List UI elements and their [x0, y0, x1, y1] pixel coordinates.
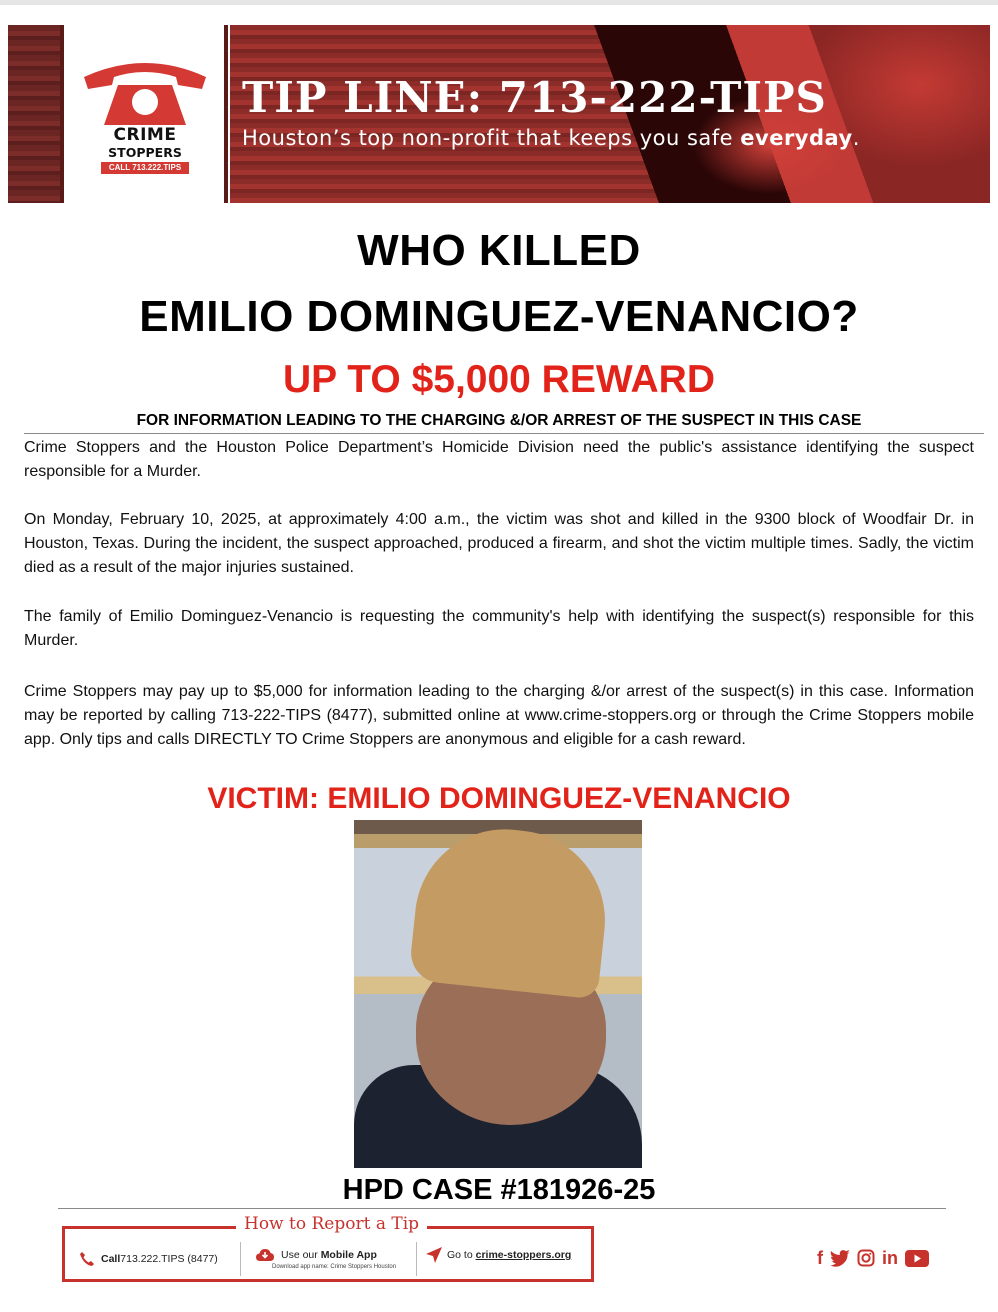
- subtitle-emphasis: everyday: [740, 126, 853, 150]
- photo-cap: [408, 821, 614, 1000]
- victim-title: VICTIM: EMILIO DOMINGUEZ-VENANCIO: [207, 782, 791, 815]
- cloud-download-icon: [256, 1248, 274, 1262]
- twitter-icon[interactable]: [830, 1250, 850, 1267]
- paragraph-incident: On Monday, February 10, 2025, at approximately 4:00 a.m., the victim was shot and killed in the 9300 block of Woodfair Dr. in Houston, Texas. During the incident, the suspect approached, produced a firearm, and shot the victim multiple times. Sadly, the victim died as a result of the major injuries sustained.: [24, 511, 974, 576]
- logo-call-badge: CALL 713.222.TIPS: [101, 162, 189, 174]
- headline-line-1: WHO KILLED: [357, 226, 641, 275]
- divider-rule: [24, 433, 984, 434]
- app-prefix: Use our: [281, 1249, 318, 1261]
- reward-amount: UP TO $5,000 REWARD: [282, 358, 716, 401]
- banner-divider: [224, 25, 228, 203]
- facebook-icon[interactable]: f: [817, 1248, 823, 1268]
- victim-photo: [354, 820, 642, 1168]
- tip-line-title: TIP LINE: 713-222-TIPS: [242, 73, 827, 122]
- report-tip-title: How to Report a Tip: [236, 1214, 427, 1234]
- paragraph-reward-info: Crime Stoppers may pay up to $5,000 for information leading to the charging &/or arrest of the suspect(s) in this case. Information may be reported by calling 713-222-TIPS (8477), submitted online at www.crime-stoppers.org or through the Crime Stoppers mobile app. Only tips and calls DIRECTLY TO Crime Stoppers are anonymous and eligible for a cash reward.: [24, 683, 974, 748]
- instagram-icon[interactable]: [857, 1249, 875, 1267]
- app-download-note: Download app name: Crime Stoppers Houston: [272, 1264, 397, 1270]
- navigation-arrow-icon: [426, 1247, 442, 1263]
- logo-crime-text: CRIME: [113, 125, 177, 145]
- website-tip[interactable]: [426, 1240, 571, 1270]
- crime-stoppers-logo: [66, 25, 224, 203]
- subtitle-period: .: [852, 126, 860, 150]
- call-tip-line[interactable]: [78, 1244, 218, 1274]
- footer-rule: [58, 1208, 946, 1209]
- tip-separator: [240, 1242, 241, 1276]
- banner-texture-strip: [8, 25, 60, 203]
- youtube-icon[interactable]: [905, 1250, 929, 1267]
- subtitle-text: Houston’s top non-profit that keeps you safe: [242, 126, 741, 150]
- social-icons: [817, 1246, 929, 1270]
- tip-line-banner: [8, 25, 990, 203]
- top-bar: [0, 0, 998, 5]
- case-number: HPD CASE #181926-25: [342, 1174, 656, 1206]
- paragraph-family: The family of Emilio Dominguez-Venancio is requesting the community's help with identifying the suspect(s) responsible for this Murder.: [24, 608, 974, 649]
- call-label: Call: [101, 1253, 121, 1265]
- headline-line-2: EMILIO DOMINGUEZ-VENANCIO?: [139, 292, 859, 341]
- banner-divider: [60, 25, 64, 203]
- reward-subhead: FOR INFORMATION LEADING TO THE CHARGING &/OR ARREST OF THE SUSPECT IN THIS CASE: [136, 412, 862, 429]
- phone-icon: [78, 1250, 96, 1268]
- logo-stoppers-text: STOPPERS: [108, 145, 182, 160]
- linkedin-icon[interactable]: in: [882, 1248, 898, 1268]
- banner-phone-photo: [230, 25, 990, 203]
- app-label: Mobile App: [320, 1249, 377, 1261]
- tip-line-subtitle: [242, 126, 860, 150]
- call-number: 713.222.TIPS (8477): [120, 1253, 218, 1265]
- website-link[interactable]: crime-stoppers.org: [475, 1249, 572, 1261]
- paragraph-intro: Crime Stoppers and the Houston Police Department’s Homicide Division need the public's assistance identifying the suspect responsible for a Murder.: [24, 439, 974, 480]
- tip-separator: [416, 1242, 417, 1276]
- web-prefix: Go to: [447, 1249, 473, 1261]
- telephone-icon: [80, 55, 210, 125]
